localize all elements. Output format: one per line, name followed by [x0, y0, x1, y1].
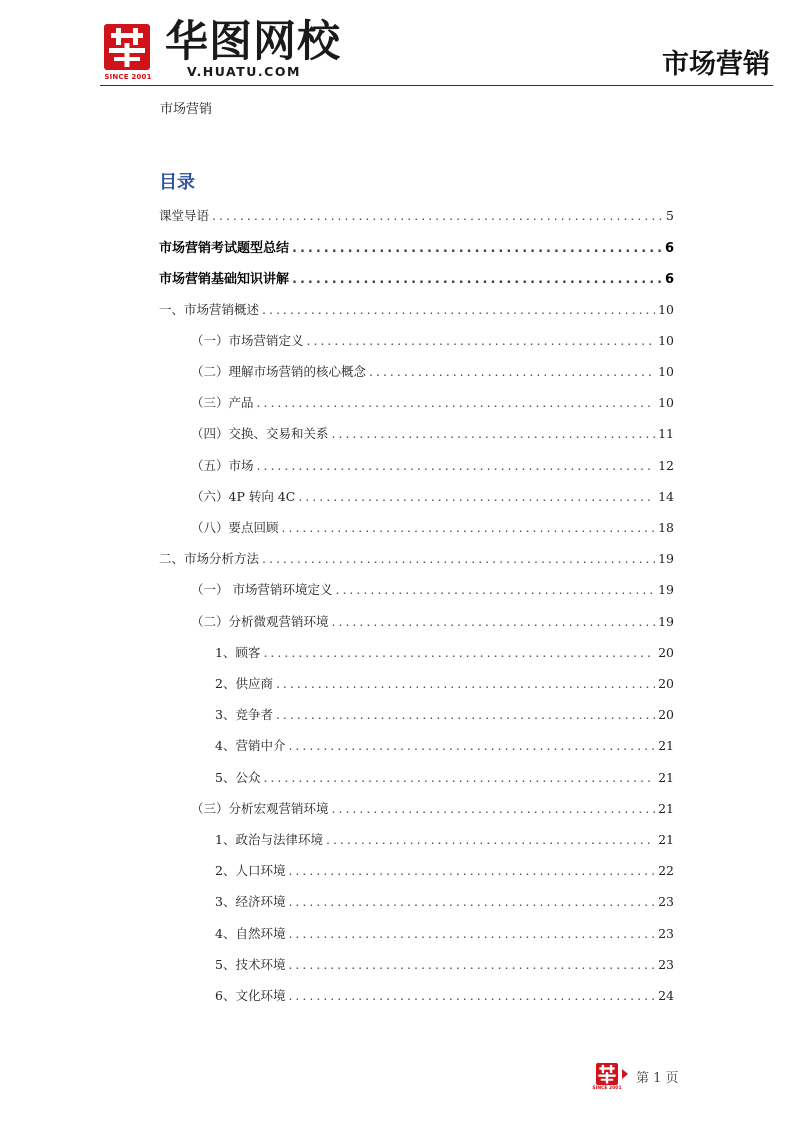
- toc-entry[interactable]: [159, 393, 674, 413]
- toc-leader-dots: [292, 241, 662, 256]
- toc-entry-page: 23: [658, 956, 674, 972]
- toc-entry-page: 12: [658, 457, 674, 473]
- toc-entry-page: 6: [664, 241, 674, 257]
- toc-leader-dots: [288, 894, 655, 909]
- toc-entry-page: 21: [658, 769, 674, 785]
- toc-entry[interactable]: [159, 643, 674, 663]
- toc-leader-dots: [288, 863, 655, 878]
- toc-leader-dots: [257, 395, 656, 410]
- toc-entry-page: 20: [658, 707, 674, 723]
- toc-leader-dots: [263, 645, 655, 660]
- toc-entry-page: 22: [658, 863, 674, 879]
- toc-entry[interactable]: [159, 424, 674, 444]
- toc-leader-dots: [332, 426, 656, 441]
- toc-leader-dots: [288, 738, 655, 753]
- toc-leader-dots: [282, 520, 656, 535]
- toc-entry-label: 5、技术环境: [215, 956, 286, 972]
- toc-leader-dots: [288, 926, 655, 941]
- toc-entry[interactable]: [159, 268, 674, 288]
- toc-leader-dots: [298, 489, 655, 504]
- toc-entry-label: 3、经济环境: [215, 894, 286, 910]
- toc-leader-dots: [263, 770, 655, 785]
- toc-leader-dots: [326, 832, 655, 847]
- toc-leader-dots: [276, 676, 655, 691]
- footer-since-text: SINCE 2001: [592, 1086, 622, 1091]
- toc-entry[interactable]: [159, 705, 674, 725]
- toc-entry-label: 6、文化环境: [215, 988, 286, 1003]
- toc-leader-dots: [332, 801, 656, 816]
- toc-entry-label: （三）分析宏观营销环境: [191, 800, 329, 816]
- play-arrow-icon: [622, 1069, 628, 1079]
- toc-entry-label: 市场营销考试题型总结: [159, 241, 290, 257]
- toc-leader-dots: [262, 302, 655, 317]
- document-title: 市场营销: [662, 49, 770, 80]
- toc-entry[interactable]: [159, 861, 674, 881]
- toc-leader-dots: [369, 364, 655, 379]
- toc-entry-page: 24: [658, 988, 674, 1003]
- toc-entry-label: 4、自然环境: [215, 925, 286, 941]
- toc-entry-label: （一）市场营销定义: [191, 332, 304, 348]
- toc-entry[interactable]: [159, 955, 674, 975]
- toc-entry-label: （四）交换、交易和关系: [191, 426, 329, 442]
- toc-entry-page: 19: [658, 582, 674, 598]
- toc-entry-page: 20: [658, 644, 674, 660]
- toc-entry-label: 1、顾客: [215, 644, 261, 660]
- toc-entry-page: 10: [658, 301, 674, 317]
- toc-leader-dots: [276, 707, 655, 722]
- toc-entry-label: （五）市场: [191, 457, 254, 473]
- toc-entry[interactable]: [159, 674, 674, 694]
- toc-entry-label: 一、市场营销概述: [159, 301, 260, 317]
- toc-leader-dots: [212, 208, 663, 223]
- toc-entry-label: 二、市场分析方法: [159, 551, 260, 567]
- brand-url: V.HUATU.COM: [187, 64, 301, 79]
- toc-entry[interactable]: [159, 736, 674, 756]
- toc-entry-page: 23: [658, 925, 674, 941]
- toc-entry-page: 11: [658, 426, 674, 442]
- toc-entry-page: 10: [658, 395, 674, 411]
- toc-entry[interactable]: [159, 237, 674, 257]
- toc-entry-page: 19: [658, 613, 674, 629]
- toc-entry-label: 市场营销基础知识讲解: [159, 272, 290, 288]
- toc-entry-page: 19: [658, 551, 674, 567]
- toc-entry-page: 10: [658, 364, 674, 379]
- toc-entry-label: 1、政治与法律环境: [215, 832, 323, 847]
- toc-entry-label: （二）分析微观营销环境: [191, 613, 329, 629]
- toc-entry-label: 2、供应商: [215, 676, 273, 691]
- toc-entry-page: 21: [658, 800, 674, 816]
- page-header: [0, 0, 793, 90]
- toc-entry-label: 5、公众: [215, 769, 261, 785]
- logo-since-text: SINCE 2001: [104, 73, 152, 81]
- toc-entry-label: （八）要点回顾: [191, 520, 279, 535]
- toc-entry-label: （六）4P 转向 4C: [191, 488, 296, 504]
- toc-entry-label: （三）产品: [191, 395, 254, 411]
- toc-entry-page: 6: [664, 272, 674, 288]
- toc-entry-page: 20: [658, 676, 674, 691]
- toc-entry[interactable]: [159, 518, 674, 538]
- toc-entry-page: 21: [658, 832, 674, 847]
- toc-entry-label: 课堂导语: [159, 208, 210, 223]
- toc-leader-dots: [262, 551, 655, 566]
- toc-leader-dots: [292, 272, 662, 287]
- toc-entry[interactable]: [159, 487, 674, 507]
- toc-entry-label: 3、竞争者: [215, 707, 273, 723]
- toc-leader-dots: [288, 957, 655, 972]
- toc-entry[interactable]: [159, 580, 674, 600]
- toc-entry-page: 18: [658, 520, 674, 535]
- toc-entry[interactable]: [159, 300, 674, 320]
- toc-entry[interactable]: [159, 986, 674, 1006]
- toc-entry-label: 4、营销中介: [215, 738, 286, 754]
- page-number: 第 1 页: [636, 1071, 679, 1086]
- toc-entry[interactable]: [159, 799, 674, 819]
- toc-leader-dots: [257, 458, 656, 473]
- toc-entry[interactable]: [159, 830, 674, 850]
- toc-entry[interactable]: [159, 924, 674, 944]
- toc-entry-page: 14: [658, 488, 674, 504]
- toc-entry[interactable]: [159, 206, 674, 226]
- toc-leader-dots: [335, 582, 655, 597]
- header-divider: [100, 85, 773, 86]
- footer-logo-icon: [596, 1063, 618, 1085]
- toc-entry[interactable]: [159, 549, 674, 569]
- toc-entry[interactable]: [159, 612, 674, 632]
- toc-entry-label: 2、人口环境: [215, 863, 286, 879]
- toc-entry-page: 21: [658, 738, 674, 754]
- toc-entry-label: （一） 市场营销环境定义: [191, 582, 333, 598]
- toc-entry[interactable]: [159, 456, 674, 476]
- toc-entry-page: 23: [658, 894, 674, 910]
- toc-entry-page: 5: [666, 208, 674, 223]
- huatu-logo-icon: [104, 24, 150, 70]
- toc-heading: 目录: [159, 172, 195, 193]
- brand-name: 华图网校: [165, 17, 341, 67]
- toc-entry-page: 10: [658, 332, 674, 348]
- toc-entry[interactable]: [159, 362, 674, 382]
- toc-entry-label: （二）理解市场营销的核心概念: [191, 364, 367, 379]
- toc-entry[interactable]: [159, 892, 674, 912]
- toc-entry[interactable]: [159, 768, 674, 788]
- toc-leader-dots: [332, 614, 656, 629]
- toc-entry[interactable]: [159, 331, 674, 351]
- document-subtitle: 市场营销: [160, 102, 213, 117]
- toc-leader-dots: [307, 333, 656, 348]
- toc-leader-dots: [288, 988, 655, 1003]
